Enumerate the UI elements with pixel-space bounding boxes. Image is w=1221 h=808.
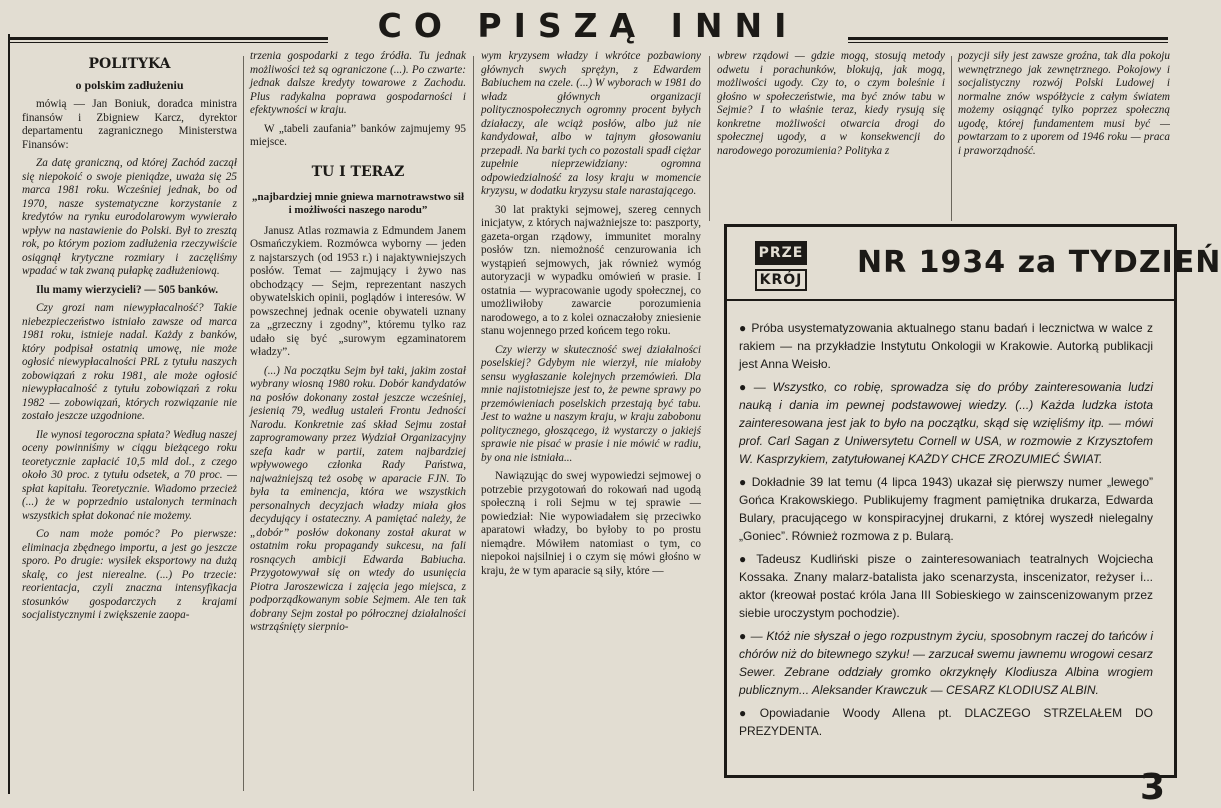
page-number: 3: [1140, 767, 1166, 808]
article-subheading-tu-i-teraz: „najbardziej mnie gniewa marnotrawstwo sił i możliwości naszego narodu”: [251, 190, 465, 216]
paragraph: pozycji siły jest zawsze groźna, tak dla pokoju wewnętrznego jak zewnętrznego. Pokojowy i socjalistyczny rozwój Polski Ludowej i normalne znów współżycie z całym światem możemy osiągnąć tylko poprzez społeczną ugodę, której fundamentem musi być — powtarzam to z uporem od 1946 roku — praca i praworządność.: [958, 50, 1170, 157]
paragraph: trzenia gospodarki z tego źródła. Tu jednak możliwości też są ograniczone (...). Po czwarte: jednak dalsze kredyty towarowe z Zachodu. Plus radykalna poprawa gospodarności i efektywności w kraju.: [250, 50, 466, 116]
bullet-icon: ●: [739, 380, 750, 394]
list-item: ● — Wszystko, co robię, sprowadza się do próby zainteresowania ludzi nauką i dania im pewnej podstawowej wiedzy. (...) Każda ludzka istota zainteresowana jest jak to było na początku, skąd się wzięliśmy itp. — mówi prof. Carl Sagan z Uniwersytetu Cornell w USA, w rozmowie z Krzysztofem W. Kasprzykiem, zatytułowanej KAŻDY CHCE ZROZUMIEĆ ŚWIAT.: [739, 380, 1154, 466]
list-item: ● Dokładnie 39 lat temu (4 lipca 1943) ukazał się pierwszy numer „lewego” Gońca Krakowskiego. Publikujemy fragment pamiętnika drukarza, Edwarda Bulary, pracującego w konspiracyjnej drukarni, z której wyszedł nielegalny „Goniec”. Również rozmowa z p. Bularą.: [739, 475, 1153, 543]
paragraph: 30 lat praktyki sejmowej, szereg cennych inicjatyw, z których najważniejsze to: paszporty, gazeta-organ rządowy, immunitet moralny posłów tzn. niemożność cenzurowania ich wystąpień sejmowych, jak również wymóg autoryzacji w wypadku omówień w prasie. I ostatnia — wypracowanie ugody społecznej, co umożliwiłoby zawarcie porozumienia narodowego, a to z kolei oznaczałoby zniesienie stanu wojennego przed końcem tego roku.: [481, 203, 701, 337]
paragraph: Janusz Atlas rozmawia z Edmundem Janem Osmańczykiem. Rozmówca wyborny — jeden z najstarszych (od 1953 r.) i najaktywniejszych posłów. Temat — zajmujący i żywo nas obchodzący — Sejm, reprezentant naszych obywatelskich opinii, poglądów i interesów. W powszechnej jednak ocenie obywateli uznany za „grzeczny i zgodny”, któremu tylko raz udało się być „surowym egzaminatorem władzy”.: [250, 224, 466, 358]
box-divider: [727, 299, 1174, 301]
paragraph: Ile wynosi tegoroczna spłata? Według naszej oceny powinniśmy w ciągu bieżącego roku teoretycznie zapłacić 10,5 mld dol., z czego około 30 proc. z tytułu odsetek, a 70 proc. — spłat kapitału. Teoretycznie. Wiadomo przecież (...) że w poprzednio ustalonych terminach wszystkich spłat dokonać nie możemy.: [22, 428, 237, 522]
box-items: [739, 319, 1153, 745]
paragraph: Nawiązując do swej wypowiedzi sejmowej o potrzebie przygotowań do rokowań nad ugodą społeczną i roli Sejmu w tej sprawie — powiedział: Nie wypowiadałem się przeciwko aparatowi władzy, bo byłoby to po prostu niemądre. Mówiłem natomiast o tym, co niepokoi najsilniej i o czym się mówi głośno w kraju, że w tym aparacie są siły, które —: [481, 470, 701, 577]
column-divider: [243, 56, 244, 791]
bullet-icon: ●: [739, 552, 753, 566]
column-polityka: [22, 56, 237, 791]
masthead-rule-left: [10, 37, 328, 40]
article-subheading-polityka: o polskim zadłużeniu: [75, 78, 184, 92]
column-4: [717, 50, 945, 220]
paragraph: mówią — Jan Boniuk, doradca ministra finansów i Zbigniew Karcz, dyrektor departamentu zagranicznego Ministerstwa Finansów:: [22, 98, 237, 151]
list-item: ● Opowiadanie Woody Allena pt. DLACZEGO STRZELAŁEM DO PREZYDENTA.: [739, 706, 1153, 738]
paragraph: Za datę graniczną, od której Zachód zaczął się niepokoić o swoje pieniądze, uważa się 25 marca 1981 roku. Wcześniej jednak, bo od 1970, nasze systematyczne korzystanie z kredytów na rynku eurodolarowym wywierało wpływ na nastawienie do Polski. Był to zresztą rok, po którym poziom zadłużenia rzeczywiście osiągnął krytyczne rozmiary i zaczęliśmy wpadać w tak zwaną pułapkę zadłużeniową.: [22, 157, 237, 277]
column-tu-i-teraz: [250, 50, 466, 795]
paragraph: Czy grozi nam niewypłacalność? Takie niebezpieczeństwo istniało zawsze od marca 1981 roku, istnieje nadal. Każdy z banków, który podpisał ostatnią umowę, nie może ogłosić niewypłacalności PRL z tytułu naszych zobowiązań z roku 1981, ale może ogłosić niewypłacalność z tytułu zobowiązań z roku 1982 — zobowiązań, których rozwiązanie nie zostało jeszcze uzgodnione.: [22, 302, 237, 422]
paragraph: Ilu mamy wierzycieli? — 505 banków.: [36, 283, 219, 296]
section-title: CO PISZĄ INNI: [377, 6, 799, 45]
paragraph: (...) Na początku Sejm był taki, jakim został wybrany wiosną 1980 roku. Dobór kandydatów na posłów dokonany został jeszcze wcześniej, jesienią 79, według ustaleń Frontu Jedności Narodu. Konkretnie zaś skład Sejmu został zaprogramowany przez Wydział Organizacyjny szefa kadr w partii, zatem najbardziej wpływowego członka Rady Państwa, najważniejszą też osobę w aparacie FJN. To była ta eminencja, która we wszystkich personalnych decyzjach władzy miała głos decydujący i ostateczny. A pamiętać należy, że „dobór” posłów dokonany został akurat w ostatnim roku propagandy sukcesu, na fali rosnących ambicji Edwarda Babiucha. Przygotowywał się on wtedy do usunięcia Piotra Jaroszewicza i zajęcia jego miejsca, z podporządkowanym sobie Sejmem. Ale ten tak dobrany Sejm został po półrocznej działalności wstrząśnięty sierpnio-: [250, 364, 466, 633]
bullet-icon: ●: [739, 475, 748, 489]
bullet-icon: ●: [739, 629, 747, 643]
list-item: ● Próba usystematyzowania aktualnego stanu badań i lecznictwa w walce z rakiem — na przykładzie Instytutu Onkologii w Krakowie. Autorką publikacji jest Anna Weisło.: [739, 321, 1154, 371]
logo-text-bottom: KRÓJ: [755, 269, 807, 291]
list-item: ● — Któż nie słyszał o jego rozpustnym życiu, sposobnym raczej do tańców i chórów niż do bitewnego szyku! — zarzucał swemu jawnemu wrogowi cesarz Sewer. Zebrane oddziały gromko okrzyknęły Klodiusza Albina wrogiem publicznym... Aleksander Krawczuk — CESARZ KLODIUSZ ALBIN.: [739, 629, 1153, 697]
paragraph: Czy wierzy w skuteczność swej działalności poselskiej? Gdybym nie wierzył, nie miałoby sensu wygłaszanie kolejnych przemówień. Dla mnie najistotniejsze jest to, że pewne sprawy po przemówieniach poselskich przestają być tabu. Jest to ważne u naszym kraju, w kraju zabobonu politycznego, głoszącego, iż wystarczy o jakiejś sprawie nie pisać w prasie i nie mówić w radiu, by ona nie istniała...: [481, 343, 701, 464]
logo-text-top: PRZE: [755, 241, 807, 265]
list-item: ● Tadeusz Kudliński pisze o zainteresowaniach teatralnych Wojciecha Kossaka. Znany malarz-batalista jako scenarzysta, inscenizator, reżyser i... aktor (kreował postać króla Jana III Sobieskiego w zainscenizowanym przez siebie uroczystym pochodzie).: [739, 552, 1153, 620]
column-divider: [473, 56, 474, 791]
paragraph: Co nam może pomóc? Po pierwsze: eliminacja zbędnego importu, a jest go jeszcze sporo. Po drugie: wysiłek eksportowy na dużą skalę, co jest nierealne. (...) Po trzecie: reorientacja, czyli znaczna intensyfikacja stosunków gospodarczych z krajami socjalistycznymi i zwiększenie zaopa-: [22, 528, 237, 621]
left-border-rule: [8, 34, 10, 794]
column-5: [958, 50, 1170, 220]
paragraph: wbrew rządowi — gdzie mogą, stosują metody odwetu i porachunków, blokują, jak mogą, możliwości ugody. Czy to, o czym boleśnie i głośno w społeczeństwie, ma być znów tabu w Sejmie? I to właśnie teraz, kiedy rysują się konkretne możliwości otwarcia drogi do społecznej ugody, a w konsekwencji do narodowego porozumienia? Polityka z: [717, 50, 945, 157]
bullet-icon: ●: [739, 706, 756, 720]
article-heading-polityka: POLITYKA: [88, 56, 171, 72]
przekroj-issue-box: [724, 224, 1221, 778]
box-title: NR 1934 za TYDZIEŃ: [857, 245, 1221, 280]
bullet-icon: ●: [739, 321, 748, 335]
przekroj-logo: [755, 241, 807, 289]
column-divider: [951, 56, 952, 221]
paragraph: wym kryzysem władzy i wkrótce pozbawiony głównych swych sprężyn, z Edwardem Babiuchem na czele. (...) W wyborach w 1981 do władz głównych organizacji politycznospołecznych ogromny procent byłych działaczy, ale wciąż posłów, albo już nie kandydował, albo w tajnym głosowaniu przepadł. Na barki tych co pozostali spadł ciężar zupełnie nieprzewidziany: ogromna odpowiedzialność za losy kraju w momencie kryzysu, w dodatku kryzysu stale narastającego.: [481, 50, 701, 197]
section-masthead: [10, 8, 1170, 44]
article-heading-tu-i-teraz: TU I TERAZ: [311, 163, 405, 180]
column-3: [481, 50, 701, 795]
column-divider: [709, 56, 710, 221]
paragraph: W „tabeli zaufania” banków zajmujemy 95 miejsce.: [250, 122, 466, 148]
masthead-rule-right: [848, 37, 1168, 40]
